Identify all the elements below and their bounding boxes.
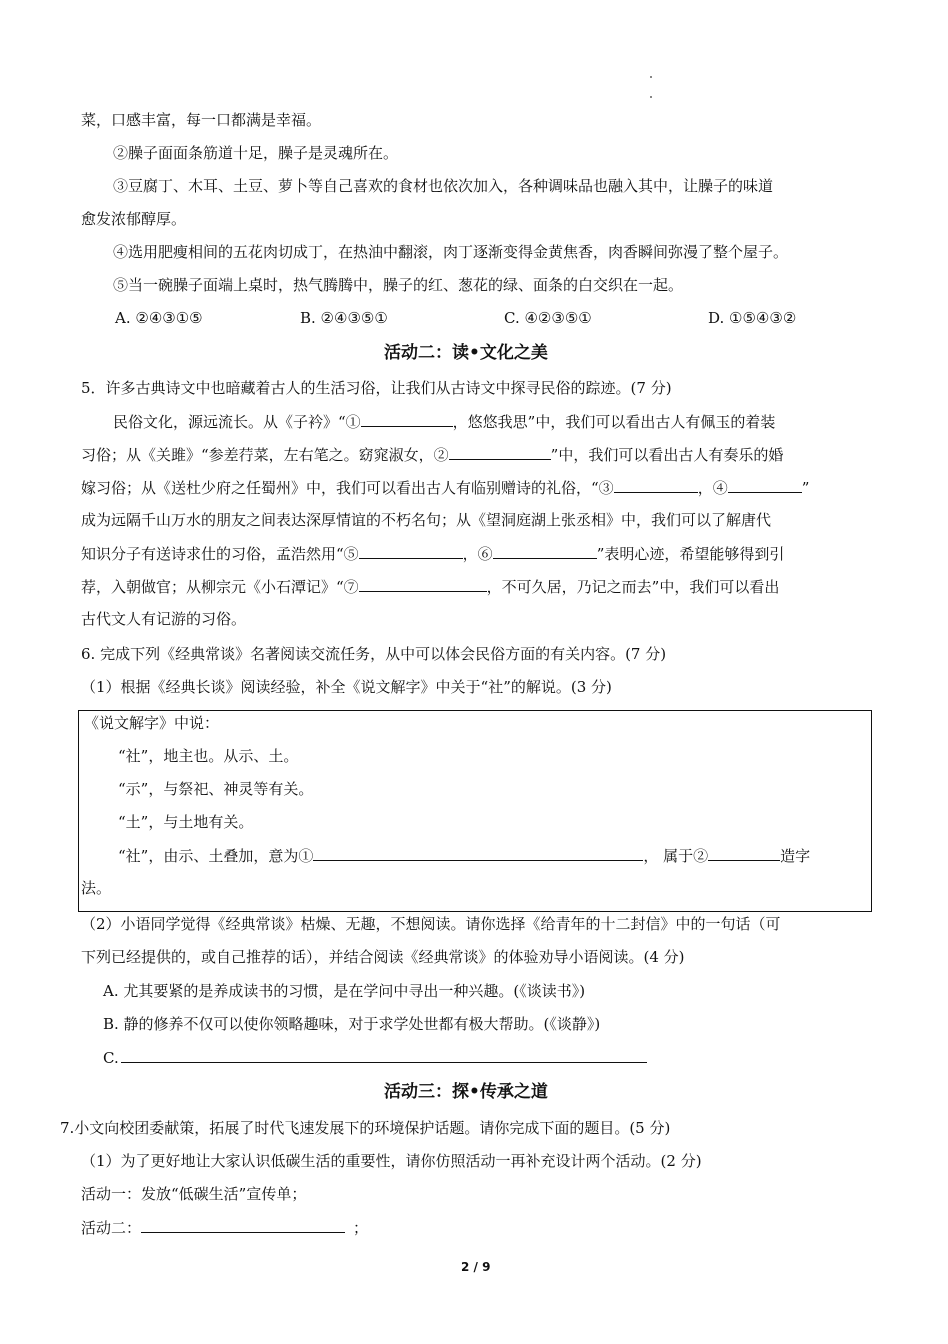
answer-blank-6[interactable]: [493, 542, 597, 559]
q5-text: ”中，我们可以看出古人有奏乐的婚: [550, 446, 784, 464]
q5-text: ，⑥: [462, 545, 493, 563]
option-c: C. ④②③⑤①: [504, 309, 592, 327]
q5-stem: 5．许多古典诗文中也暗藏着古人的生活习俗，让我们从古诗文中探寻民俗的踪迹。(7 分): [81, 379, 672, 397]
box-line-3: “示”，与祭祀、神灵等有关。: [118, 780, 314, 798]
q7-sub1: （1）为了更好地让大家认识低碳生活的重要性，请你仿照活动一再补充设计两个活动。(2 分): [81, 1152, 702, 1170]
q5-text: ，悠悠我思”中，我们可以看出古人有佩玉的着装: [452, 413, 776, 431]
activity3-title: 活动三：探•传承之道: [384, 1082, 548, 1102]
sentence-3: ③豆腐丁、木耳、土豆、萝卜等自己喜欢的食材也依次加入，各种调味品也融入其中，让臊子的味道: [113, 177, 774, 195]
q5-text: ，不可久居，乃记之而去”中，我们可以看出: [486, 578, 780, 596]
answer-blank-option-c[interactable]: [121, 1046, 647, 1063]
q7-activity-1: 活动一：发放“低碳生活”宣传单；: [81, 1185, 307, 1203]
page-number: 2 / 9: [461, 1260, 491, 1274]
sentence-4: ④选用肥瘦相间的五花肉切成丁，在热油中翻滚，肉丁逐渐变得金黄焦香，肉香瞬间弥漫了整个屋子。: [113, 243, 789, 261]
q6-option-c: [103, 1046, 647, 1069]
answer-blank-5[interactable]: [359, 542, 463, 559]
box-line-2: “社”，地主也。从示、土。: [118, 747, 299, 765]
box-line-6: 法。: [81, 879, 112, 897]
q5-text: ，④: [697, 479, 728, 497]
box-text: ， 属于②: [643, 847, 709, 865]
answer-blank-2[interactable]: [449, 443, 551, 460]
box-line-1: 《说文解字》中说：: [84, 714, 220, 732]
box-text: 造字: [780, 847, 811, 865]
answer-blank-3[interactable]: [614, 476, 698, 493]
activity2-title: 活动二：读•文化之美: [384, 343, 548, 363]
q5-line-1: [113, 410, 775, 433]
q5-line-3: [81, 476, 809, 499]
q5-line-7: 古代文人有记游的习俗。: [81, 610, 247, 628]
q7-activity-2: [81, 1216, 368, 1239]
q6-sub1: （1）根据《经典长谈》阅读经验，补全《说文解字》中关于“社”的解说。(3 分): [81, 678, 612, 696]
q5-text: ”: [801, 479, 810, 497]
q6-sub2: （2）小语同学觉得《经典常谈》枯燥、无趣，不想阅读。请你选择《给青年的十二封信》中的一句话（可: [81, 915, 781, 933]
box-line-4: “土”，与土地有关。: [118, 813, 254, 831]
q6-option-c-label: C.: [103, 1049, 119, 1067]
q5-line-4: 成为远隔千山万水的朋友之间表达深厚情谊的不朽名句；从《望洞庭湖上张丞相》中，我们可以了解唐代: [81, 511, 772, 529]
q5-text: 嫁习俗；从《送杜少府之任蜀州》中，我们可以看出古人有临别赠诗的礼俗，“③: [81, 479, 614, 497]
q5-text: 民俗文化，源远流长。从《子衿》“①: [113, 413, 361, 431]
answer-blank-method[interactable]: [708, 844, 780, 861]
q5-text: 知识分子有送诗求仕的习俗，孟浩然用“⑤: [81, 545, 359, 563]
q6-option-b: B. 静的修养不仅可以使你领略趣味，对于求学处世都有极大帮助。(《谈静》): [103, 1015, 601, 1033]
scan-dot: [650, 76, 652, 78]
option-a: A. ②④③①⑤: [115, 309, 203, 327]
q6-option-a: A. 尤其要紧的是养成读书的习惯，是在学问中寻出一种兴趣。(《谈读书》): [103, 982, 586, 1000]
sentence-2: ②臊子面面条筋道十足，臊子是灵魂所在。: [113, 144, 399, 162]
answer-blank-activity-2[interactable]: [141, 1216, 345, 1233]
option-d: D. ①⑤④③②: [708, 309, 797, 327]
scan-dot: [650, 96, 652, 98]
answer-blank-7[interactable]: [359, 575, 487, 592]
q5-line-6: [81, 575, 779, 598]
answer-blank-meaning[interactable]: [313, 844, 643, 861]
q5-line-2: [81, 443, 783, 466]
box-text: “社”，由示、土叠加，意为①: [118, 847, 314, 865]
q5-text: ”表明心迹，希望能够得到引: [596, 545, 785, 563]
q7-text: 活动二：: [81, 1219, 142, 1237]
q5-text: 习俗；从《关雎》“参差荇菜，左右笔之。窈窕淑女，②: [81, 446, 449, 464]
answer-blank-4[interactable]: [728, 476, 802, 493]
option-b: B. ②④③⑤①: [300, 309, 388, 327]
q6-stem: 6. 完成下列《经典常谈》名著阅读交流任务，从中可以体会民俗方面的有关内容。(7 分): [81, 645, 667, 663]
answer-blank-1[interactable]: [361, 410, 453, 427]
q5-line-5: [81, 542, 784, 565]
q5-text: 荐，入朝做官；从柳宗元《小石潭记》“⑦: [81, 578, 359, 596]
sentence-5: ⑤当一碗臊子面端上桌时，热气腾腾中，臊子的红、葱花的绿、面条的白交织在一起。: [113, 276, 684, 294]
box-line-5: [118, 844, 810, 867]
q6-sub2-cont: 下列已经提供的，或自己推荐的话），并结合阅读《经典常谈》的体验劝导小语阅读。(4 分): [81, 948, 685, 966]
q7-stem: 7.小文向校团委献策，拓展了时代飞速发展下的环境保护话题。请你完成下面的题目。(5 分): [60, 1119, 671, 1137]
sentence-3-cont: 愈发浓郁醇厚。: [81, 210, 187, 228]
text-line: 菜，口感丰富，每一口都满是幸福。: [81, 111, 322, 129]
q7-text: ；: [353, 1219, 369, 1237]
